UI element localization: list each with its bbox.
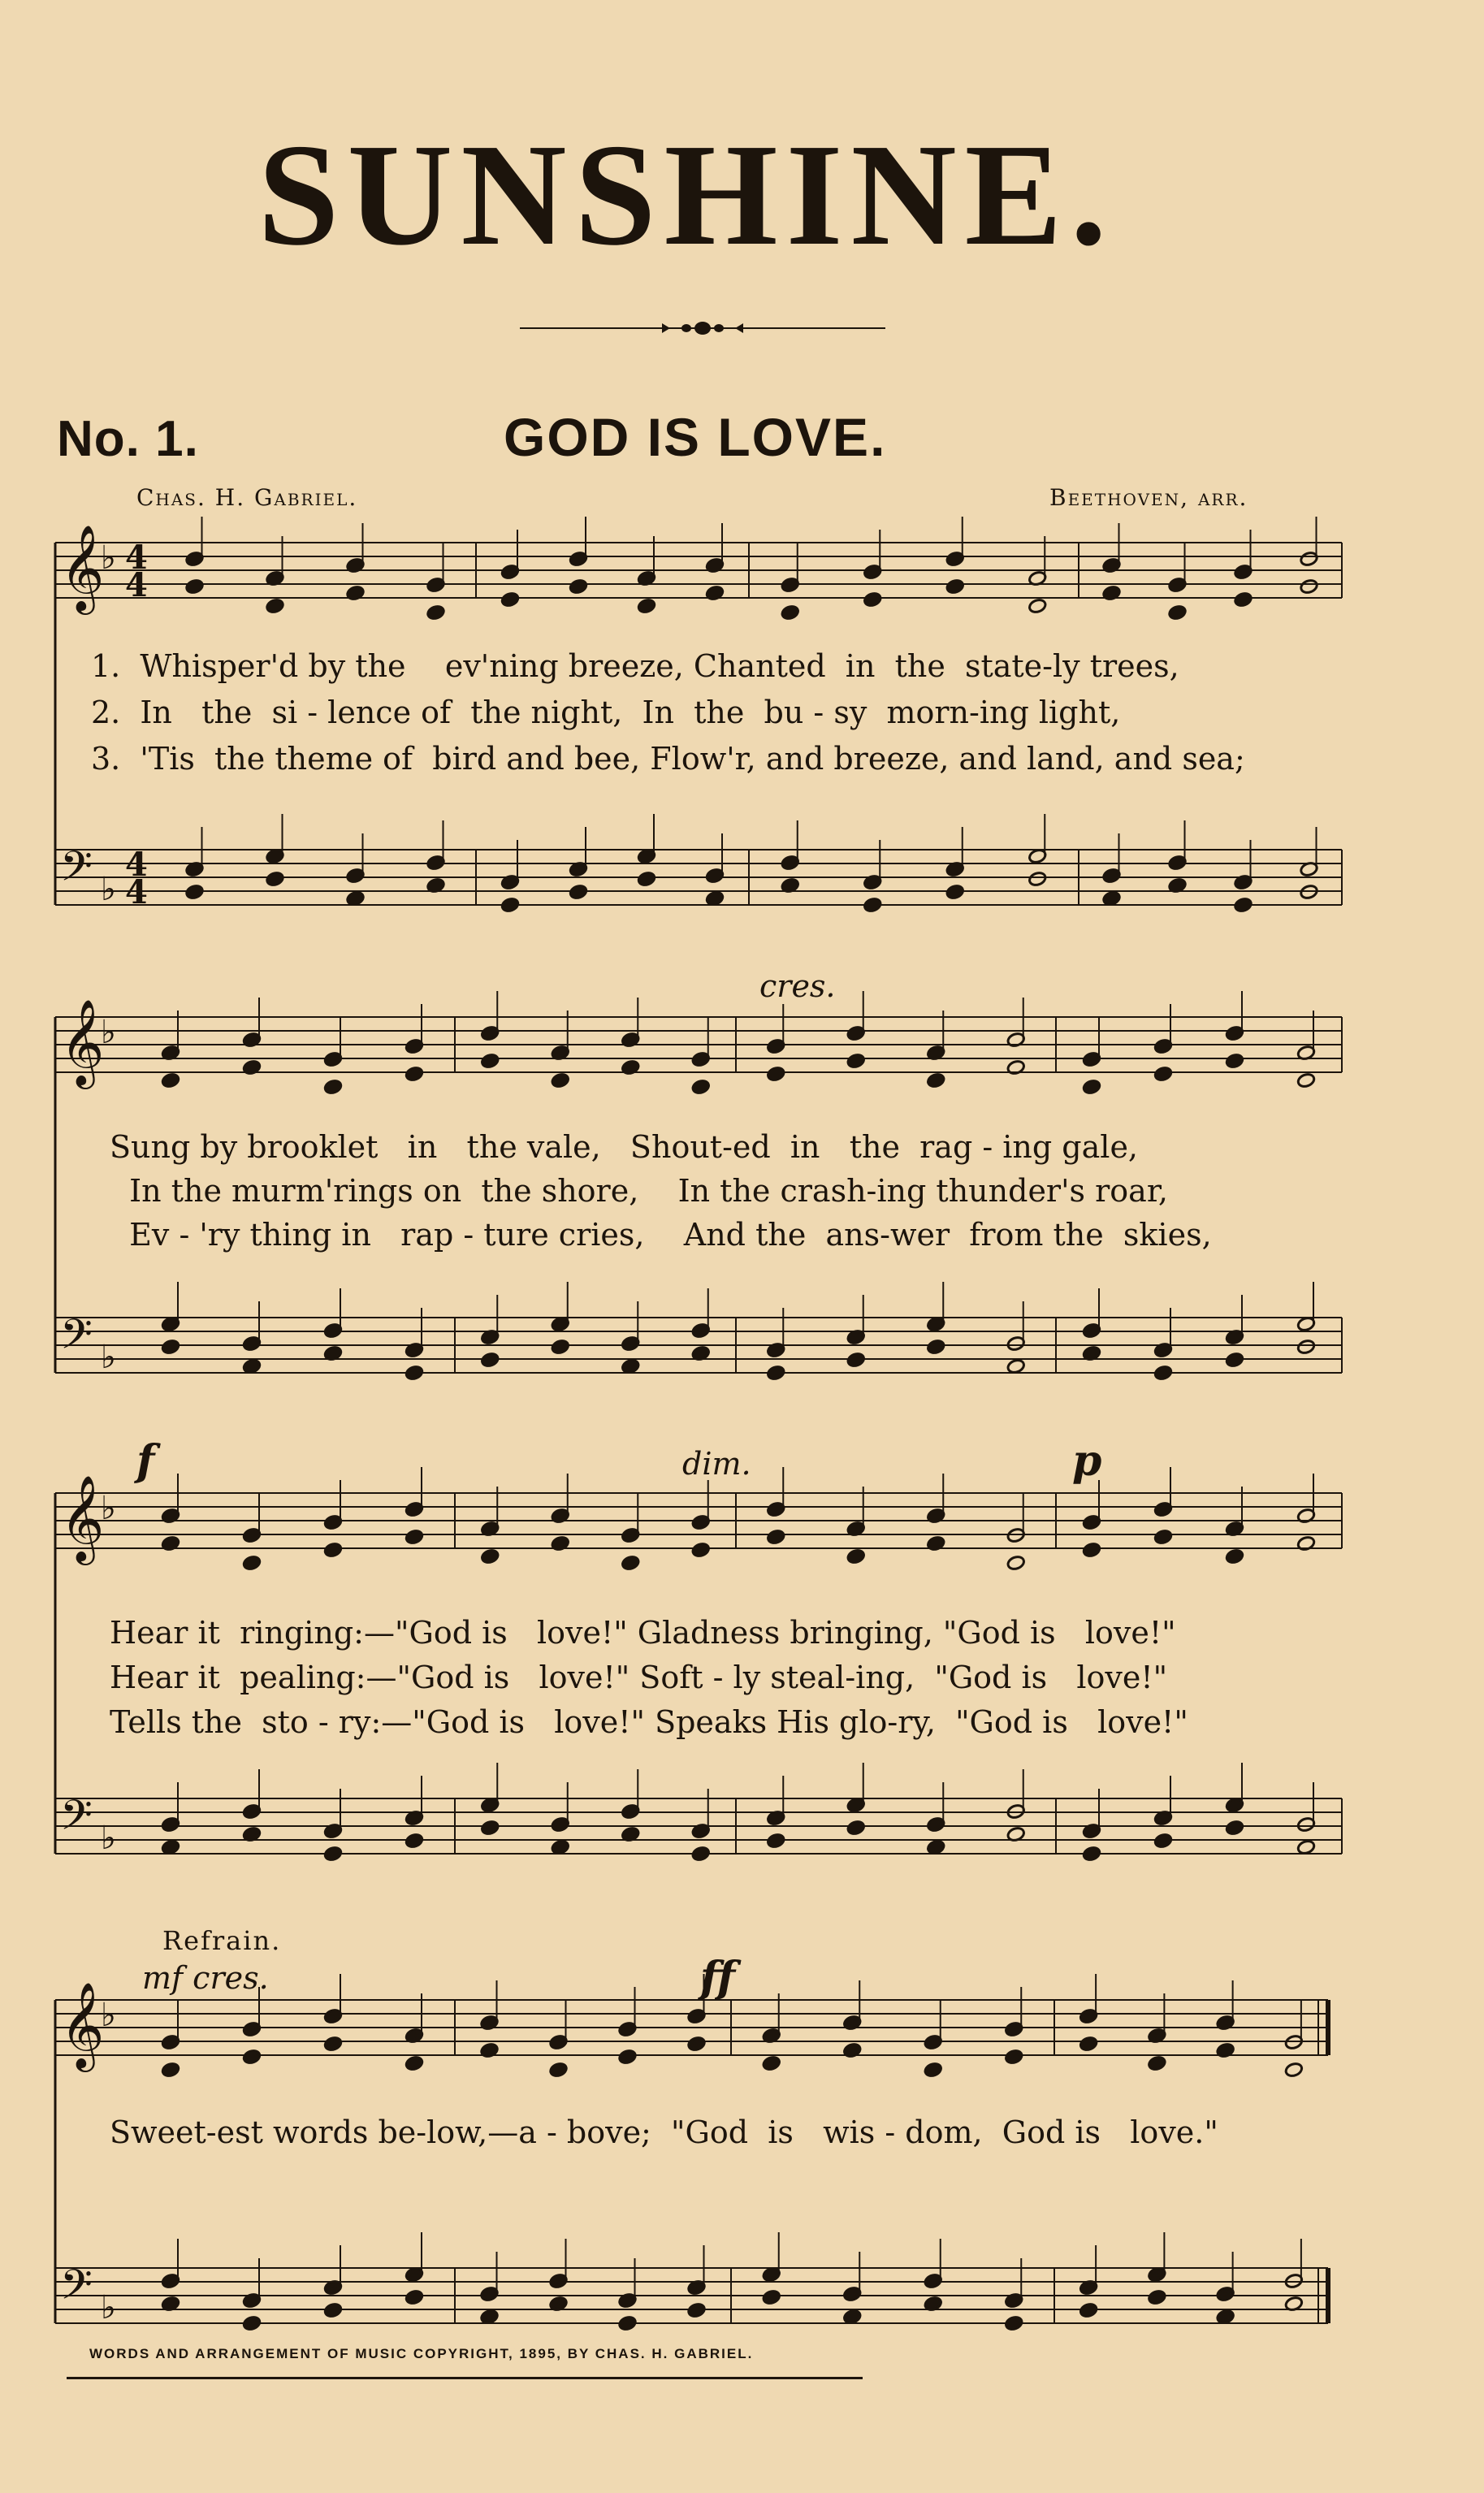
note-head [846, 1548, 866, 1565]
dynamic-marking: p [1072, 1436, 1102, 1486]
treble-clef: 𝄞 [60, 1474, 105, 1561]
note-head [863, 897, 882, 913]
note-head [551, 1839, 570, 1855]
note-head [242, 2315, 262, 2331]
note-head [266, 871, 285, 887]
note-head [323, 1079, 343, 1095]
note-head [1102, 890, 1122, 907]
note-head [323, 2302, 343, 2318]
note-head [480, 1548, 500, 1565]
note-head [480, 1352, 500, 1368]
note-head [426, 604, 446, 621]
dynamic-marking: dim. [682, 1446, 751, 1482]
note-head [242, 2049, 262, 2065]
note-head [480, 1053, 500, 1069]
treble-clef: 𝄞 [60, 998, 105, 1085]
note-head [637, 598, 656, 614]
key-signature: ♭ [101, 539, 116, 577]
bass-clef: 𝄢 [60, 1790, 93, 1850]
note-head [551, 1072, 570, 1089]
music-credit: Beethoven, arr. [1049, 484, 1248, 511]
note-head [926, 1339, 945, 1355]
copyright-notice: WORDS AND ARRANGEMENT OF MUSIC COPYRIGHT, 1895, BY CHAS. H. GABRIEL. [89, 2346, 754, 2361]
hymn-title: GOD IS LOVE. [504, 407, 887, 467]
note-head [1296, 1072, 1316, 1089]
note-head [618, 2049, 638, 2065]
bass-clef: 𝄢 [60, 2260, 93, 2319]
note-head [1225, 1548, 1244, 1565]
note-head [185, 884, 205, 900]
note-head [1148, 2055, 1167, 2071]
note-head [762, 2289, 781, 2305]
key-signature: ♭ [101, 1997, 116, 2034]
footnote-rule [67, 2377, 863, 2379]
note-head [926, 1839, 945, 1855]
note-head [1234, 897, 1253, 913]
note-head [323, 2036, 343, 2052]
lyric-line: 3. 'Tis the theme of bird and bee, Flow'r, and breeze, and land, and sea; [91, 741, 1245, 777]
note-head [1082, 1846, 1101, 1862]
note-head [1006, 1555, 1026, 1571]
note-head [1153, 1529, 1173, 1545]
note-head [621, 1358, 640, 1374]
note-head [161, 1072, 180, 1089]
note-head [691, 1846, 711, 1862]
treble-clef: 𝄞 [60, 524, 105, 611]
note-head [846, 1352, 866, 1368]
note-head [1284, 2062, 1304, 2078]
lyric-line: Sung by brooklet in the vale, Shout-ed in the rag - ing gale, [110, 1129, 1139, 1165]
note-head [1234, 591, 1253, 608]
dynamic-marking: ff [700, 1953, 736, 2002]
note-head [705, 890, 725, 907]
lyric-line: Hear it pealing:—"God is love!" Soft - ly steal-ing, "God is love!" [110, 1660, 1168, 1695]
dynamic-marking: f [136, 1436, 155, 1486]
note-head [323, 1542, 343, 1558]
note-head [569, 884, 588, 900]
note-head [242, 1358, 262, 1374]
refrain-label: Refrain. [162, 1925, 282, 1956]
note-head [1082, 1542, 1101, 1558]
note-head [621, 1555, 640, 1571]
lyric-line: Tells the sto - ry:—"God is love!" Speaks His glo-ry, "God is love!" [110, 1704, 1188, 1740]
bass-clef: 𝄢 [60, 842, 93, 901]
note-head [1006, 1358, 1026, 1374]
note-head [161, 2062, 180, 2078]
dynamic-marking: cres. [759, 968, 836, 1004]
note-head [691, 1079, 711, 1095]
key-signature: ♭ [101, 2289, 116, 2326]
note-head [1004, 2049, 1023, 2065]
note-head [924, 2062, 943, 2078]
note-head [161, 1339, 180, 1355]
lyric-line: Ev - 'ry thing in rap - ture cries, And the ans-wer from the skies, [110, 1217, 1212, 1253]
note-head [500, 591, 520, 608]
note-head [1216, 2309, 1235, 2325]
note-head [1225, 1352, 1244, 1368]
note-head [161, 1839, 180, 1855]
hymn-number: No. 1. [57, 411, 199, 467]
note-head [863, 591, 882, 608]
note-head [480, 1820, 500, 1836]
note-head [766, 1529, 785, 1545]
note-head [1225, 1820, 1244, 1836]
key-signature: ♭ [101, 1014, 116, 1051]
time-signature: 4 [125, 539, 148, 577]
note-head [569, 578, 588, 595]
note-head [1153, 1833, 1173, 1849]
time-signature: 4 [125, 873, 148, 911]
note-head [1168, 604, 1188, 621]
note-head [1300, 578, 1319, 595]
note-head [846, 1053, 866, 1069]
lyric-line: Hear it ringing:—"God is love!" Gladness bringing, "God is love!" [110, 1615, 1176, 1651]
note-head [687, 2302, 707, 2318]
note-head [405, 1365, 424, 1381]
note-head [687, 2036, 707, 2052]
note-head [846, 1820, 866, 1836]
note-head [500, 897, 520, 913]
bass-clef: 𝄢 [60, 1309, 93, 1369]
key-signature: ♭ [101, 871, 116, 908]
key-signature: ♭ [101, 1490, 116, 1527]
lyric-line: Sweet-est words be-low,—a - bove; "God is wis - dom, God is love." [110, 2114, 1218, 2150]
note-head [766, 1833, 785, 1849]
note-head [551, 1339, 570, 1355]
note-head [1082, 1079, 1101, 1095]
note-head [242, 1555, 262, 1571]
note-head [618, 2315, 638, 2331]
treble-clef: 𝄞 [60, 1981, 105, 2068]
note-head [405, 2055, 424, 2071]
note-head [945, 884, 965, 900]
note-head [1296, 1339, 1316, 1355]
note-head [405, 1529, 424, 1545]
note-head [405, 1066, 424, 1082]
note-head [691, 1542, 711, 1558]
note-head [480, 2309, 500, 2325]
note-head [945, 578, 965, 595]
note-head [1079, 2302, 1098, 2318]
note-head [549, 2062, 569, 2078]
note-head [766, 1066, 785, 1082]
note-head [1153, 1066, 1173, 1082]
note-head [346, 890, 366, 907]
lyric-line: 1. Whisper'd by the ev'ning breeze, Chanted in the state-ly trees, [91, 648, 1179, 684]
note-head [762, 2055, 781, 2071]
dynamic-marking: mf cres. [142, 1960, 269, 1996]
time-signature: 4 [125, 846, 148, 884]
note-head [1028, 598, 1047, 614]
note-head [781, 604, 800, 621]
note-head [1028, 871, 1047, 887]
note-head [637, 871, 656, 887]
note-head [1079, 2036, 1098, 2052]
note-head [1148, 2289, 1167, 2305]
note-head [405, 2289, 424, 2305]
key-signature: ♭ [101, 1339, 116, 1376]
lyric-line: In the murm'rings on the shore, In the crash-ing thunder's roar, [110, 1173, 1168, 1209]
note-head [842, 2309, 862, 2325]
note-head [926, 1072, 945, 1089]
note-head [1296, 1839, 1316, 1855]
note-head [266, 598, 285, 614]
note-head [1004, 2315, 1023, 2331]
words-credit: Chas. H. Gabriel. [136, 484, 358, 511]
note-head [323, 1846, 343, 1862]
note-head [1153, 1365, 1173, 1381]
note-head [405, 1833, 424, 1849]
lyric-line: 2. In the si - lence of the night, In the bu - sy morn-ing light, [91, 695, 1121, 730]
key-signature: ♭ [101, 1820, 116, 1857]
time-signature: 4 [125, 566, 148, 604]
note-head [766, 1365, 785, 1381]
book-title: SUNSHINE. [257, 114, 1115, 275]
note-head [1225, 1053, 1244, 1069]
note-head [185, 578, 205, 595]
